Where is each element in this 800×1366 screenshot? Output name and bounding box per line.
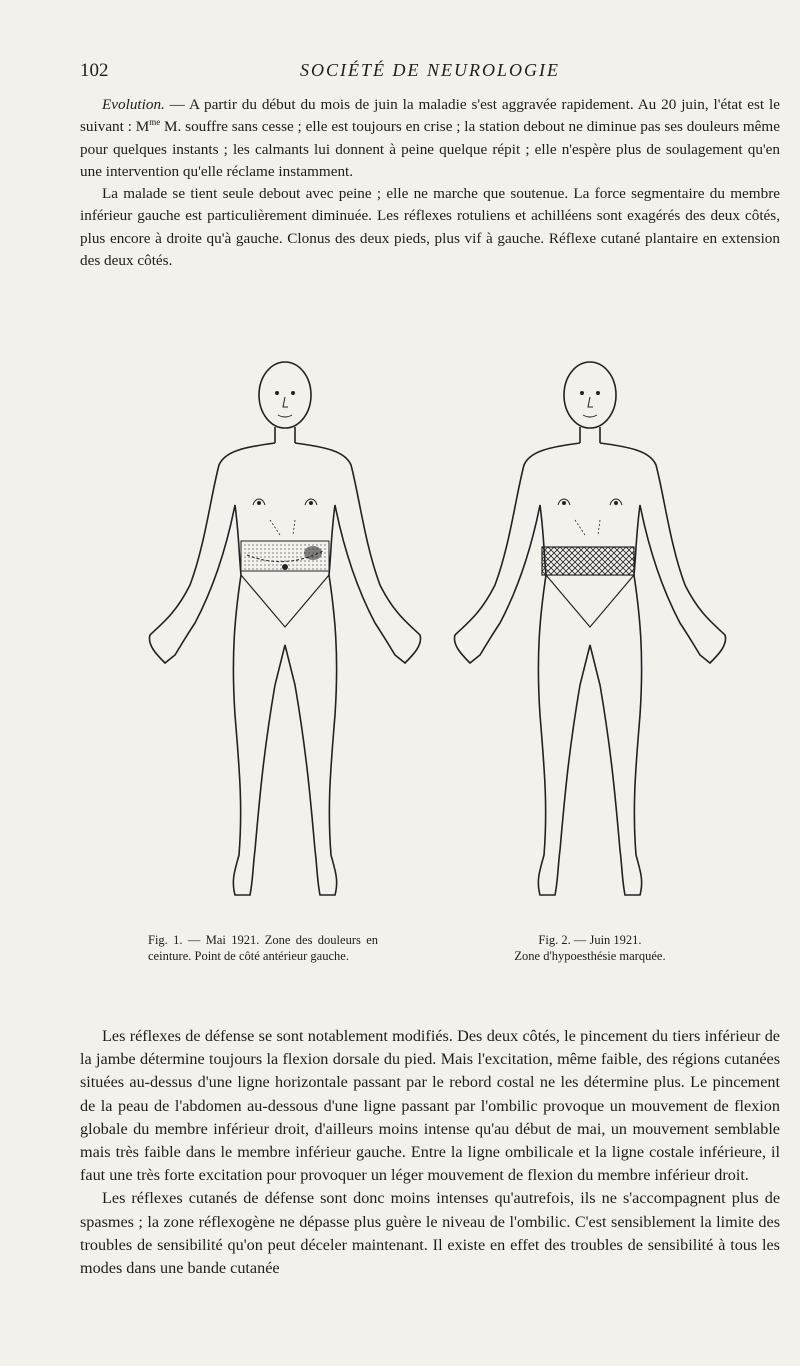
paragraph-text: — A partir du début du mois de juin la maladie s'est aggravée rapidement. Au 20 juin, l'état est le suivant : M [80,96,780,136]
paragraph-evolution [80,94,780,183]
paragraph-cutaneous-reflexes: Les réflexes cutanés de défense sont donc moins intenses qu'autrefois, ils ne s'accompagnent plus de spasmes ; la zone réflexogène ne dépasse plus guère le niveau de l'ombilic. C'est sensiblement la limite des troubles de sensibilité qu'on peut déceler maintenant. Il existe en effet des troubles de sensibilité à tous les modes dans une bande cutanée [80,1189,780,1278]
figure-2-body-diagram [440,355,740,915]
journal-title: SOCIÉTÉ DE NEUROLOGIE [300,60,560,80]
figure-1-text: Zone des douleurs en ceinture. Point de côté antérieur gauche. [148,933,378,963]
paragraph-motor: La malade se tient seule debout avec peine ; elle ne marche que soutenue. La force segmentaire du membre inférieur gauche est particulièrement diminuée. Les réflexes rotuliens et achilléens sont exagérés des deux côtés, plus encore à droite qu'à gauche. Clonus des deux pieds, plus vif à gauche. Réflexe cutané plantaire en extension des deux côtés. [80,185,780,270]
figure-1-caption [148,932,378,964]
paragraph-reflexes: Les réflexes de défense se sont notablement modifiés. Des deux côtés, le pincement du tiers inférieur de la jambe détermine toujours la flexion dorsale du pied. Mais l'excitation, même faible, des régions cutanées situées au-dessus d'une ligne horizontale passant par le rebord costal ne les détermine plus. Le pincement de la peau de l'abdomen au-dessous d'une ligne passant par l'ombilic provoque un mouvement de flexion globale du membre inférieur droit, d'ailleurs moins intense qu'au début de mai, un mouvement semblable mais très faible dans le membre inférieur gauche. Entre la ligne ombilicale et la ligne costale inférieure, il faut une très forte excitation pour provoquer un léger mouvement de flexion du membre inférieur droit. [80,1027,780,1185]
figure-1-label: Fig. 1. — Mai 1921. [148,933,260,947]
running-head [80,60,780,84]
figure-2-text: Zone d'hypoesthésie marquée. [514,949,666,963]
figure-2-caption [480,932,700,964]
superscript: me [149,117,161,128]
body-outline-figure-1 [135,355,435,915]
top-text-block [80,94,780,272]
page-number: 102 [80,60,109,81]
figure-2-label: Fig. 2. — Juin 1921. [538,933,642,947]
bottom-text-block [80,1025,780,1280]
paragraph-text: M. souffre sans cesse ; elle est toujours en crise ; la station debout ne diminue pas ses douleurs même pour quelques instants ; les calmants lui donnent à peine quelque répit ; elle n'espère plus de soulagement qu'en une intervention qu'elle réclame instamment. [80,118,780,180]
section-label: Evolution. [102,96,165,113]
body-outline-figure-2 [440,355,740,915]
figure-1-body-diagram [135,355,435,915]
